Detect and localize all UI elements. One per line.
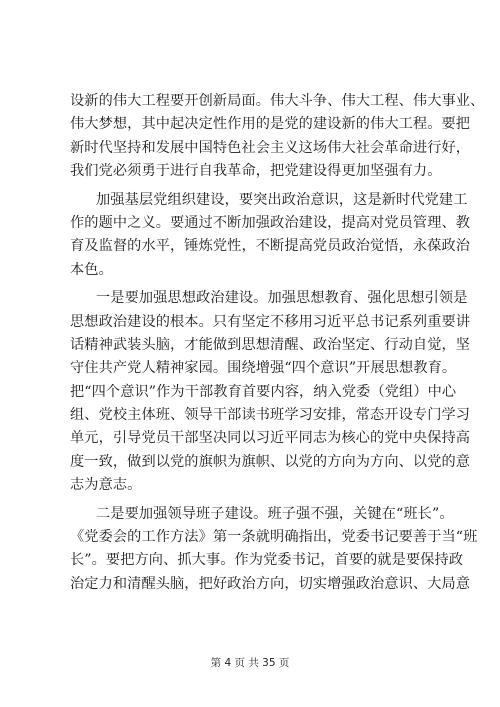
text-line: 新时代坚持和发展中国特色社会主义这场伟大社会革命进行好， bbox=[70, 139, 471, 156]
text-line: 作的题中之义。要通过不断加强政治建设，提高对党员管理、教 bbox=[70, 214, 471, 231]
page-footer bbox=[0, 655, 500, 670]
text-line: 把“四个意识”作为干部教育首要内容，纳入党委（党组）中心 bbox=[70, 383, 457, 400]
text-line: 伟大梦想，其中起决定性作用的是党的建设新的伟大工程。要把 bbox=[70, 116, 471, 133]
text-line: 度一致，做到以党的旗帜为旗帜、以党的方向为方向、以党的意 bbox=[70, 453, 471, 470]
text-line: 设新的伟大工程要开创新局面。伟大斗争、伟大工程、伟大事业、 bbox=[70, 93, 485, 109]
text-line: 《党委会的工作方法》第一条就明确指出，党委书记要善于当“班 bbox=[70, 529, 478, 546]
text-line: 单元，引导党员干部坚决同以习近平同志为核心的党中央保持高 bbox=[70, 430, 471, 447]
text-line: 一是要加强思想政治建设。加强思想教育、强化思想引领是 bbox=[96, 290, 468, 307]
text-line: 志为意志。 bbox=[70, 477, 142, 494]
text-line: 守住共产党人精神家园。围绕增强“四个意识”开展思想教育。 bbox=[70, 360, 457, 377]
text-line: 思想政治建设的根本。只有坚定不移用习近平总书记系列重要讲 bbox=[70, 313, 471, 330]
page-number-label: 第 4 页 共 35 页 bbox=[210, 657, 290, 669]
text-line: 育及监督的水平，锤炼党性，不断提高党员政治觉悟，永葆政治 bbox=[70, 238, 471, 255]
text-line: 本色。 bbox=[70, 261, 113, 278]
document-body bbox=[70, 90, 485, 596]
text-line: 我们党必须勇于进行自我革命，把党建设得更加坚强有力。 bbox=[70, 163, 442, 180]
text-line: 话精神武装头脑，才能做到思想清醒、政治坚定、行动自觉，坚 bbox=[70, 336, 471, 353]
text-line: 长”。要把方向、抓大事。作为党委书记，首要的就是要保持政 bbox=[70, 552, 464, 569]
text-line: 组、党校主体班、领导干部读书班学习安排，常态开设专门学习 bbox=[70, 407, 471, 424]
text-line: 加强基层党组织建设，要突出政治意识，这是新时代党建工 bbox=[96, 191, 468, 208]
text-line: 治定力和清醒头脑，把好政治方向，切实增强政治意识、大局意 bbox=[70, 575, 471, 592]
text-line: 二是要加强领导班子建设。班子强不强，关键在“班长”。 bbox=[96, 505, 454, 522]
